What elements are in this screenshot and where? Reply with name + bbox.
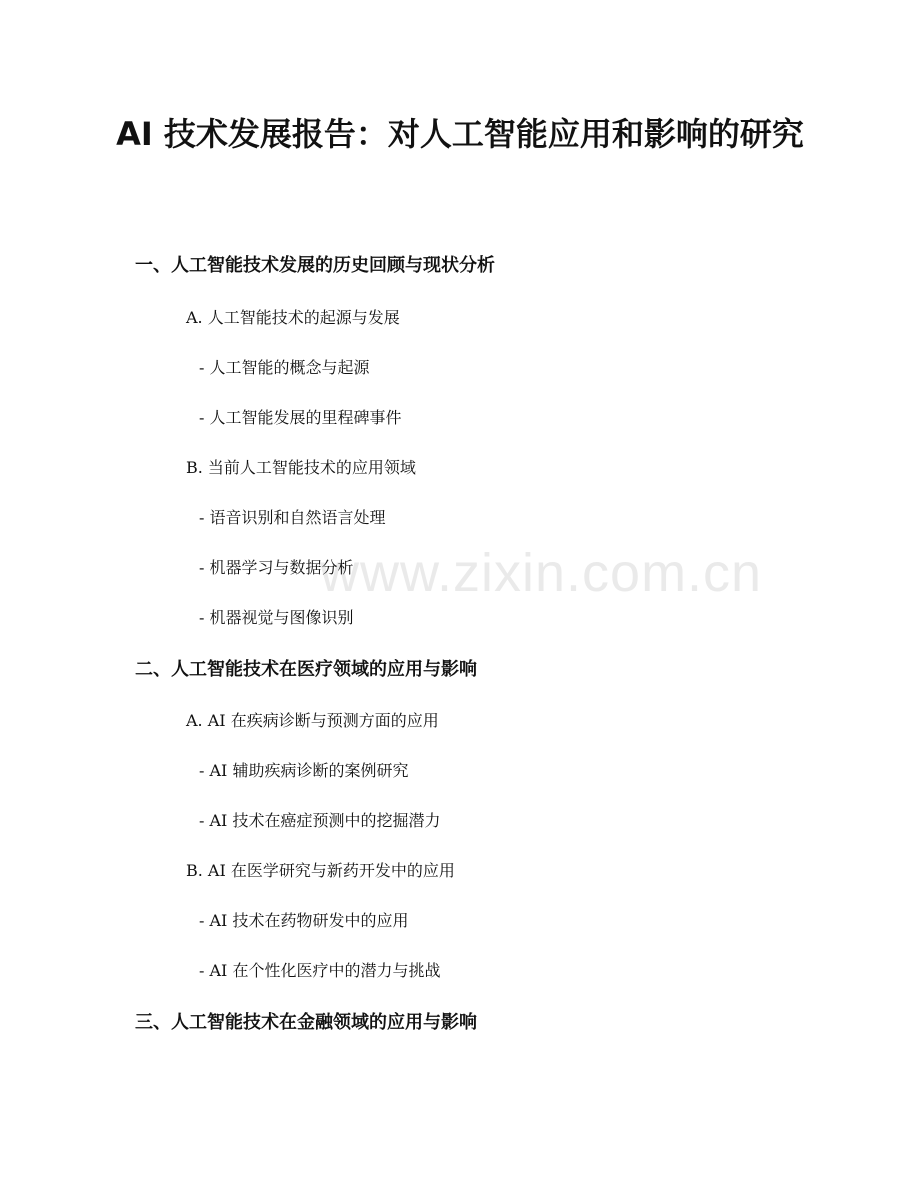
subsection-heading-1a: A. 人工智能技术的起源与发展 xyxy=(186,308,400,327)
list-item: - 语音识别和自然语言处理 xyxy=(199,508,386,527)
subsection-heading-1b: B. 当前人工智能技术的应用领域 xyxy=(186,458,416,477)
list-item: - AI 技术在癌症预测中的挖掘潜力 xyxy=(199,811,441,830)
section-heading-1: 一、人工智能技术发展的历史回顾与现状分析 xyxy=(135,255,495,276)
document-title: AI 技术发展报告：对人工智能应用和影响的研究 xyxy=(116,115,804,153)
subsection-heading-2a: A. AI 在疾病诊断与预测方面的应用 xyxy=(186,711,439,730)
list-item: - 机器视觉与图像识别 xyxy=(199,608,354,627)
subsection-heading-2b: B. AI 在医学研究与新药开发中的应用 xyxy=(186,861,455,880)
list-item: - 人工智能发展的里程碑事件 xyxy=(199,408,402,427)
watermark: www.zixin.com.cn xyxy=(320,543,763,603)
section-heading-2: 二、人工智能技术在医疗领域的应用与影响 xyxy=(135,659,477,680)
list-item: - AI 技术在药物研发中的应用 xyxy=(199,911,409,930)
section-heading-3: 三、人工智能技术在金融领域的应用与影响 xyxy=(135,1012,477,1033)
list-item: - 机器学习与数据分析 xyxy=(199,558,354,577)
list-item: - AI 辅助疾病诊断的案例研究 xyxy=(199,761,409,780)
list-item: - AI 在个性化医疗中的潜力与挑战 xyxy=(199,961,441,980)
list-item: - 人工智能的概念与起源 xyxy=(199,358,370,377)
